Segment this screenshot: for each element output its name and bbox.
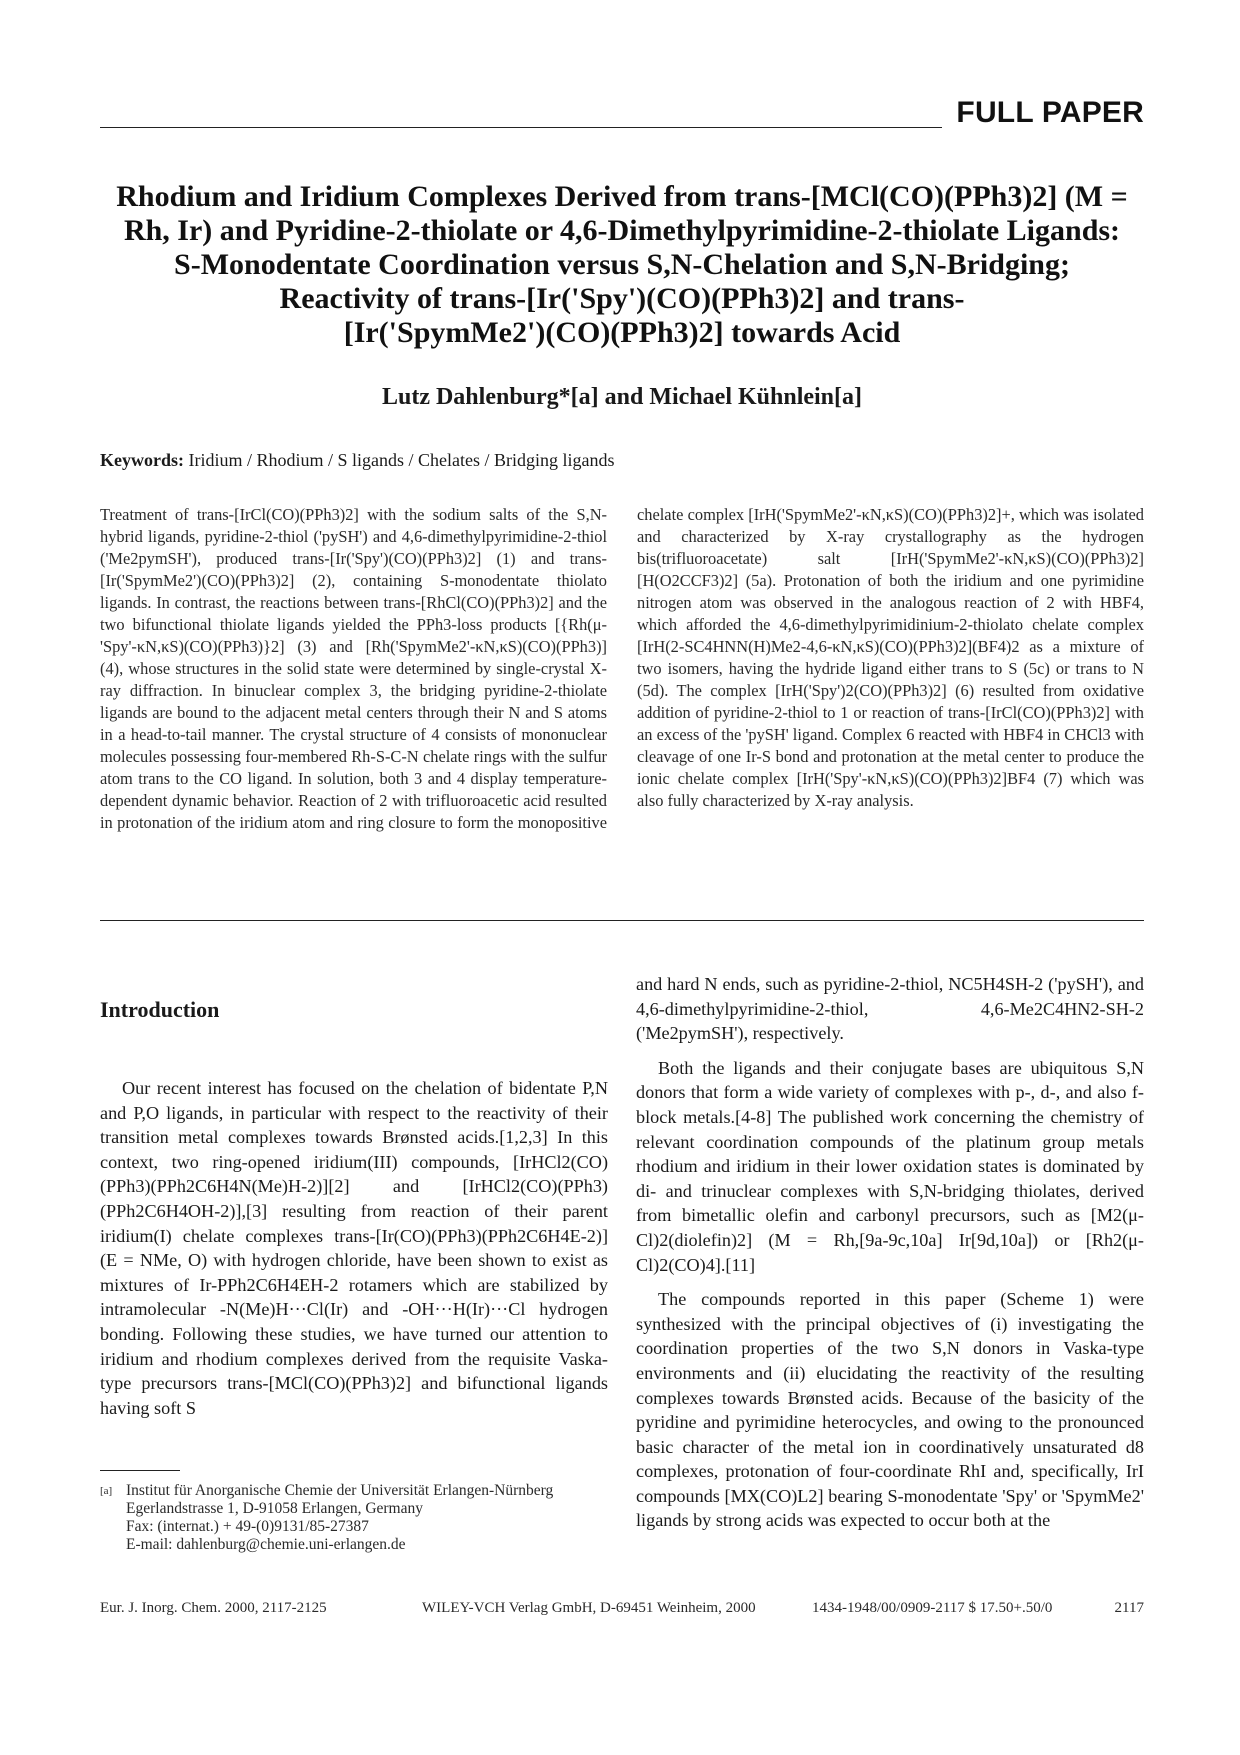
author-list: Lutz Dahlenburg*[a] and Michael Kühnlein[a] <box>381 384 863 410</box>
section-heading-introduction: Introduction <box>100 997 220 1022</box>
section-label: FULL PAPER <box>956 96 1144 129</box>
footnote-rule <box>100 1470 180 1471</box>
footer-code: 1434-1948/00/0909-2117 $ 17.50+.50/0 <box>812 1600 1053 1616</box>
footer-journal: Eur. J. Inorg. Chem. 2000, 2117-2125 <box>100 1600 327 1616</box>
abstract: Treatment of trans-[IrCl(CO)(PPh3)2] with the sodium salts of the S,N-hybrid ligands, pyridine-2-thiol ('pySH') and 4,6-dimethylpyrimidine-2-thiol ('Me2pymSH'), produced trans-[Ir('Spy')(CO)(PPh3)2] (1) and trans-[Ir('SpymMe2')(CO)(PPh3)2] (2), containing S-monodentate thiolato ligands. In contrast, the reactions between trans-[RhCl(CO)(PPh3)2] and the two bifunctional thiolate ligands yielded the PPh3-loss products [{Rh(μ-'Spy'-κN,κS)(CO)(PPh3)}2] (3) and [Rh('SpymMe2'-κN,κS)(CO)(PPh3)] (4), whose structures in the solid state were determined by single-crystal X-ray diffraction. In binuclear complex 3, the bridging pyridine-2-thiolate ligands are bound to the adjacent metal centers through their N and S atoms in a head-to-tail manner. The crystal structure of 4 consists of mononuclear molecules possessing four-membered Rh-S-C-N chelate rings with the sulfur atom trans to the CO ligand. In solution, both 3 and 4 display temperature-dependent dynamic behavior. Reaction of 2 with trifluoroacetic acid resulted in protonation of the iridium atom and ring closure to form the monopositive chelate complex [IrH('SpymMe2'-κN,κS)(CO)(PPh3)2]+, which was isolated and characterized by X-ray crystallography as the hydrogen bis(trifluoroacetate) salt [IrH('SpymMe2'-κN,κS)(CO)(PPh3)2][H(O2CCF3)2] (5a). Protonation of both the iridium and one pyrimidine nitrogen atom was observed in the analogous reaction of 2 with HBF4, which afforded the 4,6-dimethylpyrimidinium-2-thiolato chelate complex [IrH(2-SC4HNN(H)Me2-4,6-κN,κS)(CO)(PPh3)2](BF4)2 as a mixture of two isomers, having the hydride ligand either trans to S (5c) or trans to N (5d). The complex [IrH('Spy')2(CO)(PPh3)2] (6) resulted from oxidative addition of pyridine-2-thiol to 1 or reaction of trans-[IrCl(CO)(PPh3)2] with an excess of the 'pySH' ligand. Complex 6 reacted with HBF4 in CHCl3 with cleavage of one Ir-S bond and protonation at the metal center to produce the ionic chelate complex [IrH('Spy'-κN,κS)(CO)(PPh3)2]BF4 (7) which was also fully characterized by X-ray analysis. <box>100 505 1144 832</box>
intro-paragraph-3: The compounds reported in this paper (Scheme 1) were synthesized with the principal objectives of (i) investigating the coordination properties of the two S,N donors in Vaska-type environments and (ii) elucidating the reactivity of the resulting complexes towards Brønsted acids. Because of the basicity of the pyridine and pyrimidine heterocycles, and owing to the pronounced basic character of the metal ion in coordinatively unsaturated d8 complexes, protonation of four-coordinate RhI and, specifically, IrI compounds [MX(CO)L2] bearing S-monodentate 'Spy' or 'SpymMe2' ligands by strong acids was expected to occur both at the <box>636 1289 1144 1531</box>
footer-publisher: WILEY-VCH Verlag GmbH, D-69451 Weinheim, 2000 <box>422 1600 756 1616</box>
body-column-left <box>100 1076 608 1420</box>
body-column-right <box>636 972 1144 1533</box>
footnote-fax: Fax: (internat.) + 49-(0)9131/85-27387 <box>126 1518 369 1535</box>
article-title <box>100 180 1144 350</box>
keywords-label: Keywords: <box>100 450 184 470</box>
footnote-email: E-mail: dahlenburg@chemie.uni-erlangen.de <box>126 1536 406 1553</box>
title-line-3: S-Monodentate Coordination versus S,N-Chelation and S,N-Bridging; <box>174 248 1070 281</box>
header-rule <box>100 127 942 128</box>
intro-paragraph-1: Our recent interest has focused on the chelation of bidentate P,N and P,O ligands, in particular with respect to the reactivity of their transition metal complexes towards Brønsted acids.[1,2,3] In this context, two ring-opened iridium(III) compounds, [IrHCl2(CO)(PPh3)(PPh2C6H4N(Me)H-2)][2] and [IrHCl2(CO)(PPh3)(PPh2C6H4OH-2)],[3] resulting from reaction of their parent iridium(I) chelate complexes trans-[Ir(CO)(PPh3)(PPh2C6H4E-2)] (E = NMe, O) with hydrogen chloride, have been shown to exist as mixtures of Ir-PPh2C6H4EH-2 rotamers which are stabilized by intramolecular -N(Me)H···Cl(Ir) and -OH···H(Ir)···Cl hydrogen bonding. Following these studies, we have turned our attention to iridium and rhodium complexes derived from the requisite Vaska-type precursors trans-[MCl(CO)(PPh3)2] and bifunctional ligands having soft S <box>100 1078 608 1418</box>
keywords <box>100 450 1144 471</box>
footer-page-number: 2117 <box>1114 1600 1144 1616</box>
intro-paragraph-continued: and hard N ends, such as pyridine-2-thiol, NC5H4SH-2 ('pySH'), and 4,6-dimethylpyrimidine-2-thiol, 4,6-Me2C4HN2-SH-2 ('Me2pymSH'), respectively. <box>636 974 1144 1044</box>
keywords-text: Iridium / Rhodium / S ligands / Chelates / Bridging ligands <box>188 450 615 470</box>
footnote-institute: Institut für Anorganische Chemie der Universität Erlangen-Nürnberg <box>126 1482 554 1499</box>
title-line-5: [Ir('SpymMe2')(CO)(PPh3)2] towards Acid <box>343 316 901 349</box>
title-line-4: Reactivity of trans-[Ir('Spy')(CO)(PPh3)2] and trans- <box>279 282 965 315</box>
footnote-marker: [a] <box>100 1485 113 1497</box>
intro-paragraph-2: Both the ligands and their conjugate bases are ubiquitous S,N donors that form a wide variety of complexes with p-, d-, and also f-block metals.[4-8] The published work concerning the chemistry of relevant coordination compounds of the platinum group metals rhodium and iridium in their lower oxidation states is dominated by di- and trinuclear complexes with S,N-bridging thiolates, derived from bimetallic olefin and carbonyl precursors, such as [M2(μ-Cl)2(diolefin)2] (M = Rh,[9a-9c,10a] Ir[9d,10a]) or [Rh2(μ-Cl)2(CO)4].[11] <box>636 1057 1144 1275</box>
footnote-address: Egerlandstrasse 1, D-91058 Erlangen, Germany <box>126 1500 423 1517</box>
abstract-rule <box>100 920 1144 921</box>
title-line-2: Rh, Ir) and Pyridine-2-thiolate or 4,6-Dimethylpyrimidine-2-thiolate Ligands: <box>123 214 1121 247</box>
affiliation-footnote <box>100 1482 608 1554</box>
title-line-1: Rhodium and Iridium Complexes Derived from trans-[MCl(CO)(PPh3)2] (M = <box>116 180 1128 213</box>
